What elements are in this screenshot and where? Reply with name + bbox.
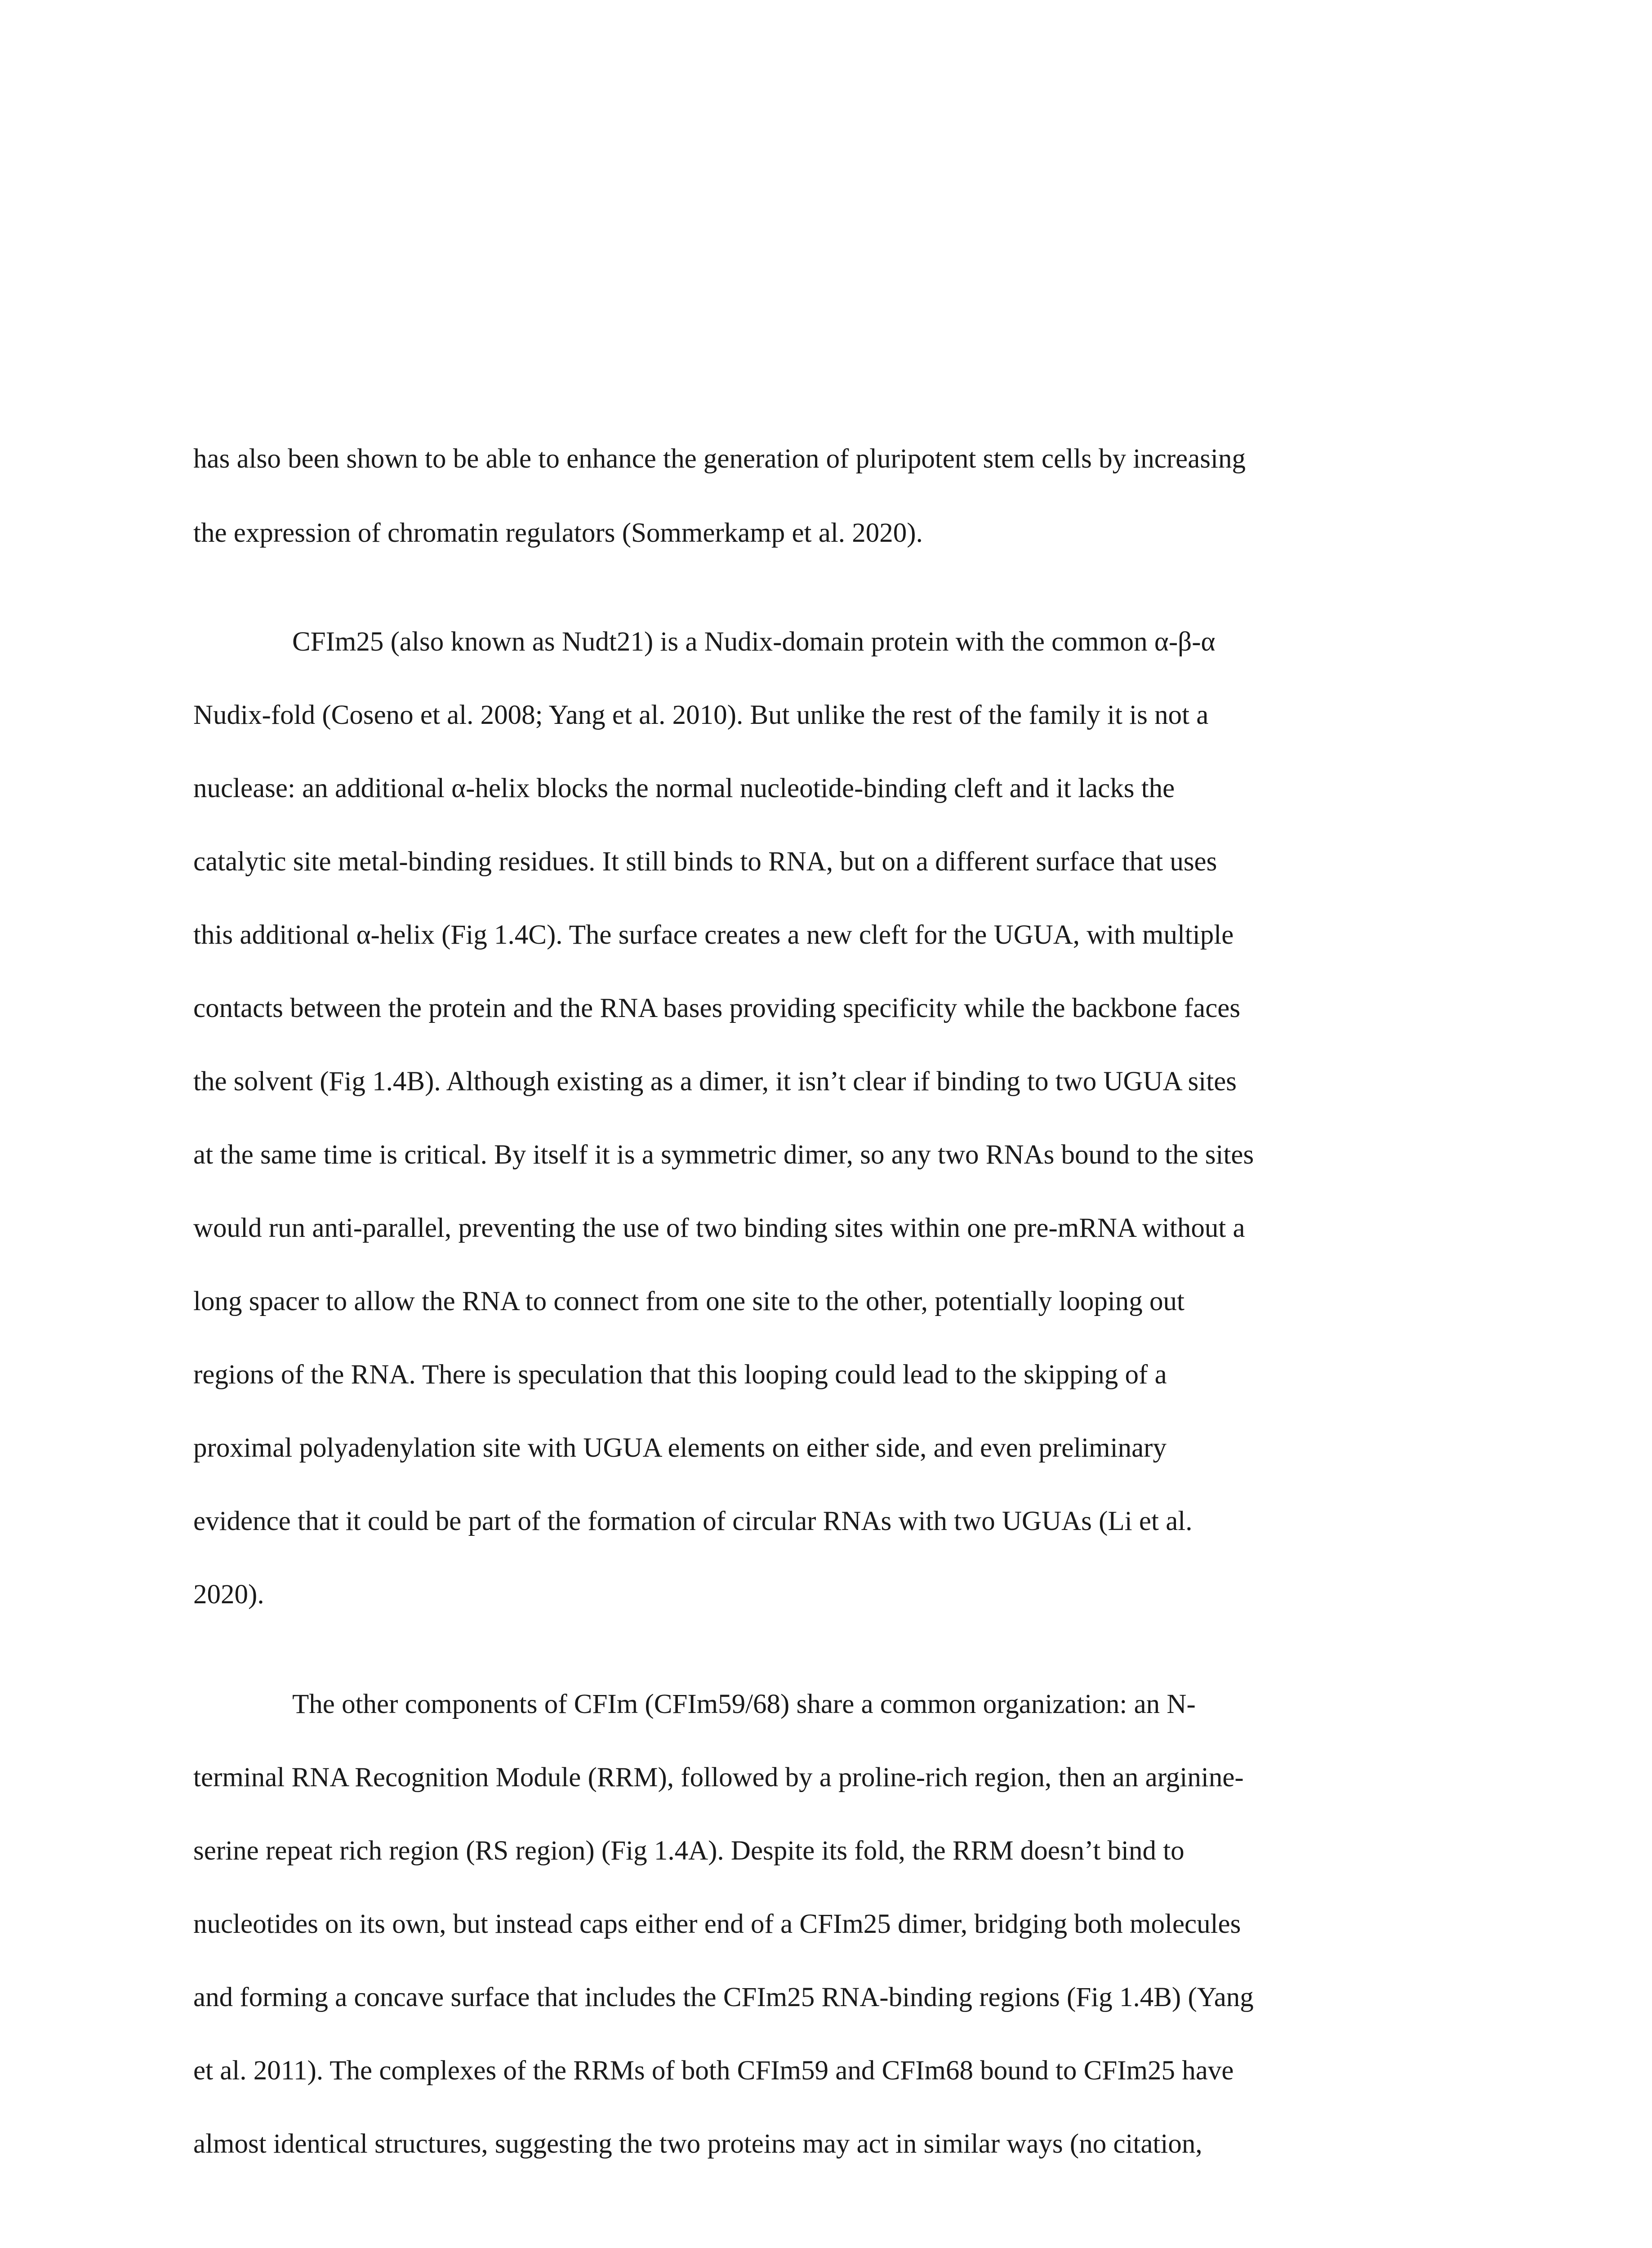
text-line: contacts between the protein and the RNA bases providing specificity while the backbone faces [193, 993, 1241, 1023]
text-line: would run anti-parallel, preventing the use of two binding sites within one pre-mRNA without a [193, 1213, 1245, 1243]
text-line: at the same time is critical. By itself it is a symmetric dimer, so any two RNAs bound to the sites [193, 1140, 1254, 1170]
text-line: catalytic site metal-binding residues. It still binds to RNA, but on a different surface that uses [193, 847, 1217, 877]
text-line: serine repeat rich region (RS region) (Fig 1.4A). Despite its fold, the RRM doesn’t bind to [193, 1836, 1184, 1866]
text-line: almost identical structures, suggesting the two proteins may act in similar ways (no citation, [193, 2129, 1202, 2159]
text-line: the expression of chromatin regulators (Sommerkamp et al. 2020). [193, 518, 923, 548]
text-line: nuclease: an additional α-helix blocks the normal nucleotide-binding cleft and it lacks the [193, 773, 1175, 803]
text-line: 2020). [193, 1579, 264, 1610]
text-line: this additional α-helix (Fig 1.4C). The surface creates a new cleft for the UGUA, with multiple [193, 920, 1234, 950]
text-line: and forming a concave surface that includes the CFIm25 RNA-binding regions (Fig 1.4B) (Yang [193, 1982, 1254, 2012]
paragraph-first-line: The other components of CFIm (CFIm59/68) share a common organization: an N- [292, 1689, 1196, 1719]
text-line: proximal polyadenylation site with UGUA elements on either side, and even preliminary [193, 1433, 1167, 1463]
text-line: et al. 2011). The complexes of the RRMs of both CFIm59 and CFIm68 bound to CFIm25 have [193, 2056, 1234, 2086]
text-line: nucleotides on its own, but instead caps either end of a CFIm25 dimer, bridging both molecules [193, 1909, 1241, 1939]
text-line: has also been shown to be able to enhance the generation of pluripotent stem cells by increasing [193, 444, 1246, 474]
text-line: long spacer to allow the RNA to connect from one site to the other, potentially looping out [193, 1286, 1184, 1316]
text-line: the solvent (Fig 1.4B). Although existing as a dimer, it isn’t clear if binding to two UGUA sites [193, 1066, 1237, 1097]
text-line: evidence that it could be part of the formation of circular RNAs with two UGUAs (Li et al. [193, 1506, 1193, 1536]
paragraph-first-line: CFIm25 (also known as Nudt21) is a Nudix-domain protein with the common α-β-α [292, 627, 1216, 657]
text-line: regions of the RNA. There is speculation that this looping could lead to the skipping of a [193, 1360, 1167, 1390]
text-line: terminal RNA Recognition Module (RRM), followed by a proline-rich region, then an arginine- [193, 1762, 1244, 1793]
text-line: Nudix-fold (Coseno et al. 2008; Yang et al. 2010). But unlike the rest of the family it is not a [193, 700, 1209, 730]
